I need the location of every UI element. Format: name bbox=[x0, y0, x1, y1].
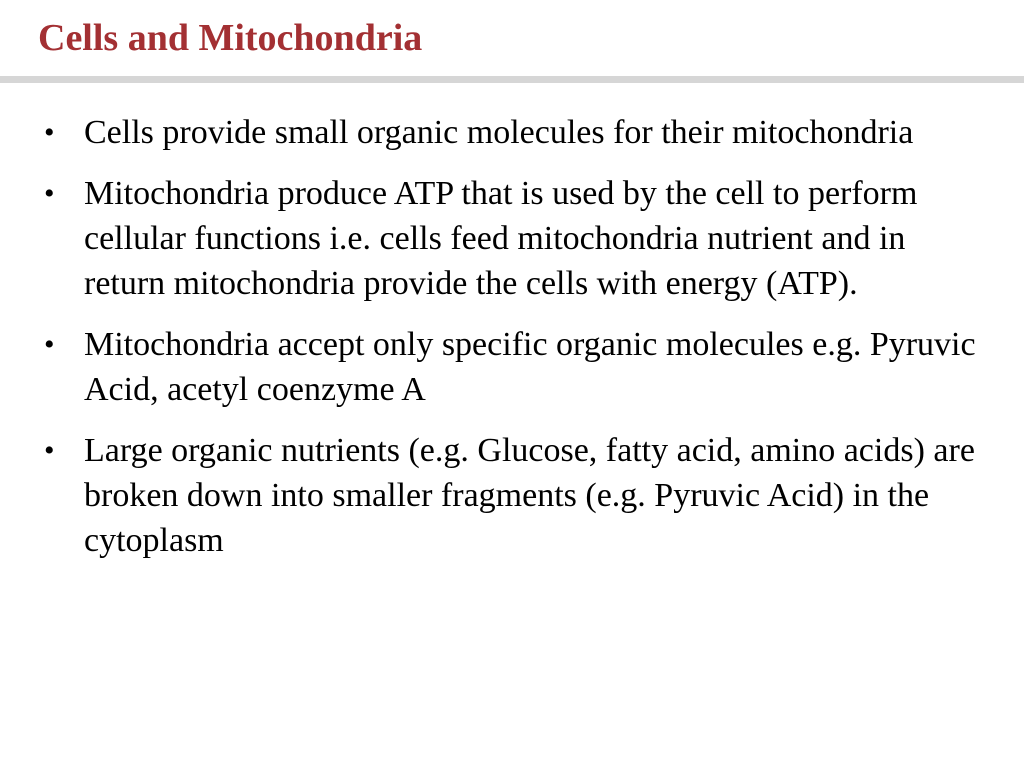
bullet-item bbox=[44, 110, 984, 155]
bullet-text: Cells provide small organic molecules for their mitochondria bbox=[84, 114, 914, 151]
bullet-text: Large organic nutrients (e.g. Glucose, fatty acid, amino acids) are broken down into smaller fragments (e.g. Pyruvic Acid) in the cytoplasm bbox=[84, 432, 975, 559]
bullet-icon: • bbox=[44, 116, 55, 149]
bullet-text: Mitochondria accept only specific organic molecules e.g. Pyruvic Acid, acetyl coenzyme A bbox=[84, 326, 976, 408]
slide-title: Cells and Mitochondria bbox=[38, 17, 423, 59]
bullet-icon: • bbox=[44, 328, 55, 361]
bullet-text: Mitochondria produce ATP that is used by the cell to perform cellular functions i.e. cells feed mitochondria nutrient and in return mitochondria provide the cells with energy (ATP). bbox=[84, 175, 918, 302]
bullet-icon: • bbox=[44, 177, 55, 210]
bullet-item bbox=[44, 428, 984, 563]
bullet-icon: • bbox=[44, 434, 55, 467]
bullet-list bbox=[44, 110, 984, 579]
title-divider bbox=[0, 76, 1024, 83]
bullet-item bbox=[44, 322, 984, 412]
bullet-item bbox=[44, 171, 984, 306]
